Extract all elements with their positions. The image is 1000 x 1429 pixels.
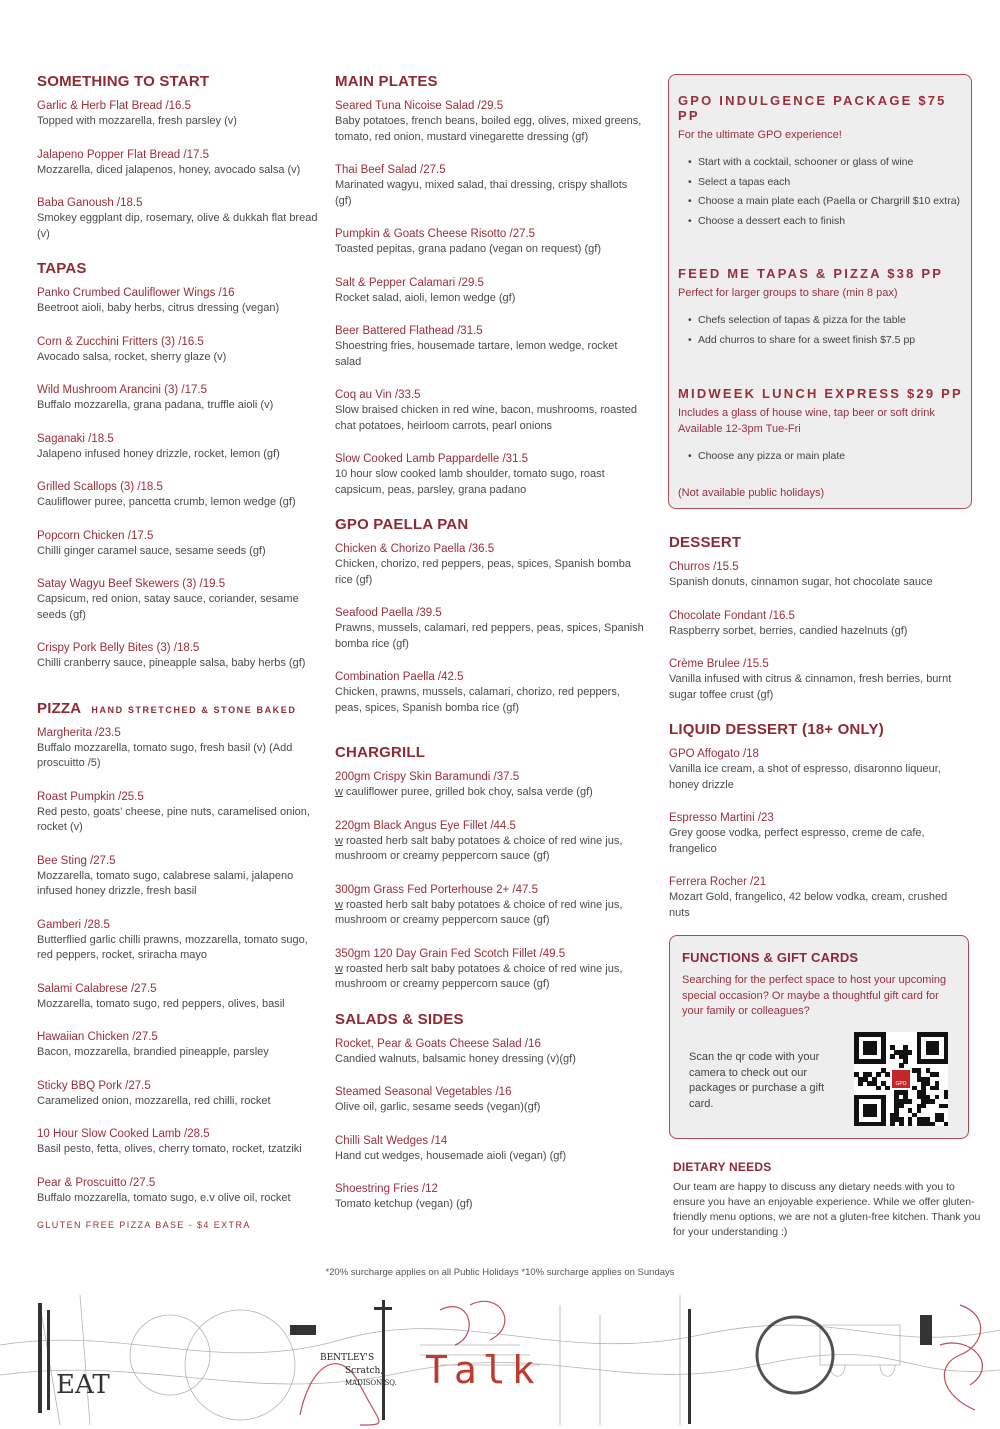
- menu-item-name: Espresso Martini /23: [669, 812, 774, 824]
- package-indulgence: [678, 93, 963, 231]
- package-note: (Not available public holidays): [678, 486, 825, 499]
- packages-box: [668, 74, 972, 509]
- functions-text: Searching for the perfect space to host your upcoming special occasion? Or maybe a thoughtful gift card for your family or colleagues?: [682, 974, 947, 1017]
- menu-item-name: Beer Battered Flathead /31.5: [335, 325, 483, 337]
- menu-item: [669, 811, 969, 857]
- menu-item: [335, 1037, 645, 1068]
- menu-item-description: Avocado salsa, rocket, sherry glaze (v): [37, 350, 227, 363]
- menu-item-description: Candied walnuts, balsamic honey dressing (v)(gf): [335, 1052, 576, 1065]
- menu-item-name: Pumpkin & Goats Cheese Risotto /27.5: [335, 228, 536, 240]
- menu-item-name: Roast Pumpkin /25.5: [37, 790, 144, 803]
- menu-item-name: Bee Sting /27.5: [37, 854, 116, 867]
- menu-item: [669, 609, 969, 640]
- menu-item-description: Bacon, mozzarella, brandied pineapple, parsley: [37, 1046, 269, 1058]
- menu-item: [335, 227, 645, 258]
- right-column: [669, 534, 969, 939]
- menu-item-name: Jalapeno Popper Flat Bread /17.5: [37, 148, 209, 161]
- menu-item-name: Popcorn Chicken /17.5: [37, 529, 154, 542]
- banner-eat-text: EAT: [56, 1370, 110, 1400]
- pizza-title: PIZZA: [37, 699, 82, 717]
- qr-module: [944, 1104, 949, 1109]
- menu-item: [37, 790, 322, 836]
- qr-logo-text: GPO: [895, 1081, 907, 1087]
- menu-item-name: Panko Crumbed Cauliflower Wings /16: [37, 287, 235, 299]
- menu-item-description: Jalapeno infused honey drizzle, rocket, lemon (gf): [37, 447, 280, 460]
- package-bullet: • Choose any pizza or main plate: [678, 447, 963, 467]
- qr-module: [858, 1081, 863, 1086]
- section-title: SALADS & SIDES: [335, 1010, 464, 1028]
- menu-item: [37, 196, 322, 242]
- menu-item-name: 10 Hour Slow Cooked Lamb /28.5: [37, 1128, 210, 1140]
- menu-item: [335, 770, 645, 801]
- section-title: DESSERT: [669, 534, 742, 551]
- menu-item-name: Ferrera Rocher /21: [669, 876, 767, 888]
- qr-module: [876, 1086, 881, 1091]
- menu-item-description: Rocket salad, aioli, lemon wedge (gf): [335, 291, 516, 304]
- section-liquid-dessert: [669, 721, 969, 921]
- section-something-to-start: [37, 73, 322, 242]
- qr-module: [935, 1086, 940, 1091]
- functions-title: FUNCTIONS & GIFT CARDS: [682, 950, 859, 965]
- menu-item: [37, 982, 322, 1013]
- dietary-title: DIETARY NEEDS: [673, 1160, 772, 1174]
- menu-item-name: 300gm Grass Fed Porterhouse 2+ /47.5: [335, 883, 538, 896]
- menu-item-name: Garlic & Herb Flat Bread /16.5: [37, 100, 192, 112]
- menu-item-description: Vanilla ice cream, a shot of espresso, disaronno liqueur, honey drizzle: [669, 763, 941, 791]
- dietary-text: Our team are happy to discuss any dietary needs with you to ensure you have an enjoyable experience. While we offer gluten-friendly menu options, we are not a gluten-free kitchen. Thank you for your understanding :): [673, 1181, 981, 1238]
- menu-item: [335, 1182, 645, 1213]
- menu-item: [335, 542, 645, 588]
- menu-item: [37, 641, 322, 672]
- qr-module: [890, 1054, 895, 1059]
- qr-module: [921, 1104, 926, 1109]
- menu-item-name: Combination Paella /42.5: [335, 671, 464, 683]
- menu-item-name: Slow Cooked Lamb Pappardelle /31.5: [335, 453, 529, 465]
- menu-item: [37, 1127, 322, 1158]
- menu-item: [37, 1176, 322, 1207]
- menu-item-name: Coq au Vin /33.5: [335, 389, 421, 401]
- menu-item: [37, 1079, 322, 1110]
- menu-item: [37, 1030, 322, 1061]
- menu-item: [335, 947, 645, 993]
- menu-item-description: Butterflied garlic chilli prawns, mozzarella, tomato sugo, red peppers, rocket, sriracha mayo: [37, 933, 308, 961]
- menu-item-description: Mozzarella, tomato sugo, red peppers, olives, basil: [37, 997, 285, 1010]
- menu-item-name: Grilled Scallops (3) /18.5: [37, 481, 163, 493]
- menu-item-name: Wild Mushroom Arancini (3) /17.5: [37, 384, 208, 396]
- menu-item-description: Chilli ginger caramel sauce, sesame seeds (gf): [37, 544, 266, 557]
- menu-item-description: Smokey eggplant dip, rosemary, olive & dukkah flat bread (v): [37, 212, 318, 240]
- qr-module: [935, 1050, 940, 1055]
- menu-item-description: 10 hour slow cooked lamb shoulder, tomato sugo, roast capsicum, peas, parsley, grana padano: [335, 468, 605, 496]
- with-abbrev: w: [335, 834, 343, 847]
- menu-item: [335, 276, 645, 307]
- menu-item-description: Mozzarella, diced jalapenos, honey, avocado salsa (v): [37, 163, 301, 176]
- package-bullets: [678, 311, 963, 350]
- menu-item-description: Topped with mozzarella, fresh parsley (v): [37, 115, 237, 127]
- menu-item: [37, 918, 322, 964]
- menu-item-description: Marinated wagyu, mixed salad, thai dressing, crispy shallots (gf): [335, 179, 628, 207]
- section-title: MAIN PLATES: [335, 73, 438, 90]
- menu-item-name: Salt & Pepper Calamari /29.5: [335, 276, 484, 289]
- menu-item-description: Toasted pepitas, grana padano (vegan on request) (gf): [335, 243, 602, 255]
- qr-module: [908, 1122, 913, 1127]
- package-bullet: • Chefs selection of tapas & pizza for the table: [678, 311, 963, 331]
- menu-item-description-text: roasted herb salt baby potatoes & choice of red wine jus, mushroom or creamy peppercorn sauce (gf): [335, 962, 623, 990]
- menu-item-description: Prawns, mussels, calamari, red peppers, peas, spices, Spanish bomba rice (gf): [335, 622, 644, 650]
- section-title: SOMETHING TO START: [37, 73, 210, 90]
- menu-item-name: Gamberi /28.5: [37, 918, 110, 931]
- menu-item-description-text: roasted herb salt baby potatoes & choice of red wine jus, mushroom or creamy peppercorn sauce (gf): [335, 834, 623, 862]
- menu-item: [335, 163, 645, 209]
- qr-module: [944, 1095, 949, 1100]
- qr-module: [903, 1059, 908, 1064]
- menu-item-description: Spanish donuts, cinnamon sugar, hot chocolate sauce: [669, 576, 933, 588]
- package-feed-me: [678, 266, 963, 350]
- qr-module: [908, 1099, 913, 1104]
- banner-sketch: [0, 1285, 1000, 1429]
- banner-stamp-text: Scratch,: [345, 1366, 384, 1376]
- menu-item-name: 220gm Black Angus Eye Fillet /44.5: [335, 819, 516, 832]
- qr-module: [935, 1095, 940, 1100]
- package-bullet: • Start with a cocktail, schooner or glass of wine: [678, 153, 963, 173]
- menu-item-description: [335, 898, 645, 929]
- menu-item: [37, 480, 322, 511]
- menu-item-description: Vanilla infused with citrus & cinnamon, fresh berries, burnt sugar toffee crust (gf): [669, 673, 952, 701]
- qr-module: [917, 1108, 922, 1113]
- qr-module: [935, 1072, 940, 1077]
- qr-module: [890, 1122, 895, 1127]
- qr-module: [899, 1122, 904, 1127]
- menu-item: [335, 1085, 645, 1116]
- section-title: GPO PAELLA PAN: [335, 516, 469, 533]
- menu-item-description: Chicken, chorizo, red peppers, peas, spices, Spanish bomba rice (gf): [335, 558, 631, 586]
- qr-code[interactable]: [854, 1032, 948, 1126]
- section-title: LIQUID DESSERT (18+ ONLY): [669, 721, 884, 738]
- menu-item-description: Red pesto, goats’ cheese, pine nuts, caramelised onion, rocket (v): [37, 805, 310, 833]
- menu-item: [37, 383, 322, 414]
- menu-item-name: Hawaiian Chicken /27.5: [37, 1031, 158, 1043]
- menu-item-description: Olive oil, garlic, sesame seeds (vegan)(gf): [335, 1101, 541, 1113]
- qr-module: [881, 1122, 886, 1127]
- menu-item: [335, 606, 645, 652]
- menu-item-description: Chilli cranberry sauce, pineapple salsa, baby herbs (gf): [37, 657, 306, 669]
- menu-item-name: Steamed Seasonal Vegetables /16: [335, 1086, 512, 1098]
- menu-item: [669, 657, 969, 703]
- menu-item-description: Buffalo mozzarella, grana padana, truffle aioli (v): [37, 399, 274, 411]
- menu-item: [669, 875, 969, 921]
- qr-module: [930, 1099, 935, 1104]
- menu-item-description: Raspberry sorbet, berries, candied hazelnuts (gf): [669, 624, 908, 637]
- banner-stamp-text: MADISON SQ.: [345, 1379, 397, 1387]
- package-subtitle: For the ultimate GPO experience!: [678, 129, 842, 141]
- menu-item-name: GPO Affogato /18: [669, 748, 759, 760]
- menu-item: [37, 335, 322, 366]
- package-subtitle: Perfect for larger groups to share (min 8 pax): [678, 287, 898, 299]
- menu-item: [37, 432, 322, 463]
- menu-item: [37, 529, 322, 560]
- section-tapas: [37, 260, 322, 672]
- menu-item-name: Corn & Zucchini Fritters (3) /16.5: [37, 335, 204, 348]
- menu-item: [37, 148, 322, 179]
- section-dietary: [673, 1160, 983, 1240]
- qr-module: [908, 1050, 913, 1055]
- menu-item: [335, 324, 645, 370]
- menu-item-name: Rocket, Pear & Goats Cheese Salad /16: [335, 1037, 541, 1050]
- menu-item-description: [335, 785, 645, 801]
- menu-item: [335, 883, 645, 929]
- banner-stamp-text: BENTLEY'S: [320, 1353, 375, 1363]
- section-title: [37, 700, 322, 717]
- package-subtitle-line: Available 12-3pm Tue-Fri: [678, 423, 801, 435]
- package-bullets: [678, 153, 963, 231]
- menu-item-description-text: roasted herb salt baby potatoes & choice of red wine jus, mushroom or creamy peppercorn sauce (gf): [335, 898, 623, 926]
- menu-item-description: Mozzarella, tomato sugo, calabrese salami, jalapeno infused honey drizzle, fresh basil: [37, 869, 294, 897]
- menu-item-description: Chicken, prawns, mussels, calamari, chorizo, red peppers, peas, spices, Spanish bomba rice (gf): [335, 686, 620, 714]
- menu-item: [669, 747, 969, 793]
- menu-item: [669, 560, 969, 591]
- with-abbrev: w: [335, 962, 343, 975]
- menu-item: [37, 286, 322, 317]
- middle-column: [335, 73, 645, 1231]
- package-title: FEED ME TAPAS & PIZZA $38 PP: [678, 266, 944, 281]
- menu-item-description: Tomato ketchup (vegan) (gf): [335, 1198, 473, 1210]
- menu-item-name: Baba Ganoush /18.5: [37, 197, 143, 209]
- menu-item-description: [335, 962, 645, 993]
- section-pizza: [37, 700, 322, 1231]
- gluten-free-note: GLUTEN FREE PIZZA BASE - $4 EXTRA: [37, 1220, 251, 1230]
- banner-talk-text: Talk: [425, 1348, 541, 1392]
- section-title: TAPAS: [37, 260, 87, 277]
- menu-item: [335, 388, 645, 434]
- menu-item-name: Seared Tuna Nicoise Salad /29.5: [335, 100, 504, 112]
- menu-item-description-text: cauliflower puree, grilled bok choy, salsa verde (gf): [342, 786, 593, 798]
- package-subtitle: [678, 405, 963, 437]
- menu-item-name: Chocolate Fondant /16.5: [669, 609, 795, 622]
- qr-module: [944, 1122, 949, 1127]
- section-salads-sides: [335, 1011, 645, 1213]
- menu-item-description: Basil pesto, fetta, olives, cherry tomato, rocket, tzatziki: [37, 1143, 302, 1155]
- qr-module: [872, 1050, 877, 1055]
- package-title: MIDWEEK LUNCH EXPRESS $29 PP: [678, 386, 963, 401]
- menu-item-description: Capsicum, red onion, satay sauce, coriander, sesame seeds (gf): [37, 593, 299, 621]
- menu-item-description: Buffalo mozzarella, tomato sugo, fresh basil (v) (Add proscuitto /5): [37, 741, 293, 769]
- qr-module: [881, 1059, 886, 1064]
- section-title: CHARGRILL: [335, 744, 426, 761]
- package-midweek: [678, 386, 963, 501]
- package-bullet: • Choose a main plate each (Paella or Chargrill $10 extra): [678, 192, 963, 212]
- menu-item-description: Caramelized onion, mozzarella, red chilli, rocket: [37, 1094, 271, 1107]
- menu-item-name: Margherita /23.5: [37, 726, 121, 739]
- menu-item-name: 200gm Crispy Skin Baramundi /37.5: [335, 771, 520, 783]
- menu-item: [37, 726, 322, 772]
- qr-module: [930, 1122, 935, 1127]
- menu-item-name: Chilli Salt Wedges /14: [335, 1134, 448, 1147]
- menu-item-description: Baby potatoes, french beans, boiled egg, olives, mixed greens, tomato, red onion, mustard vinegarette dressing (gf): [335, 115, 642, 143]
- menu-item-name: Churros /15.5: [669, 561, 739, 573]
- package-bullet: • Choose a dessert each to finish: [678, 212, 963, 232]
- qr-module: [899, 1104, 904, 1109]
- menu-item-name: Seafood Paella /39.5: [335, 607, 442, 619]
- menu-item-name: Crème Brulee /15.5: [669, 658, 769, 670]
- package-bullet: • Add churros to share for a sweet finish $7.5 pp: [678, 331, 963, 351]
- pizza-subtitle: HAND STRETCHED & STONE BAKED: [91, 704, 297, 715]
- qr-caption: Scan the qr code with your camera to check out our packages or purchase a gift card.: [689, 1051, 825, 1110]
- menu-item-name: Sticky BBQ Pork /27.5: [37, 1079, 151, 1092]
- package-bullet: • Select a tapas each: [678, 173, 963, 193]
- section-dessert: [669, 534, 969, 703]
- menu-item: [335, 452, 645, 498]
- menu-item: [37, 577, 322, 623]
- menu-item-name: Thai Beef Salad /27.5: [335, 164, 446, 176]
- menu-item: [335, 819, 645, 865]
- package-bullets: [678, 447, 963, 467]
- menu-item-name: Salami Calabrese /27.5: [37, 982, 157, 995]
- menu-item-description: Beetroot aioli, baby herbs, citrus dressing (vegan): [37, 302, 280, 314]
- qr-logo: [890, 1068, 912, 1090]
- package-title: GPO INDULGENCE PACKAGE $75 PP: [678, 93, 947, 123]
- menu-item-description: Cauliflower puree, pancetta crumb, lemon wedge (gf): [37, 496, 296, 508]
- menu-item-name: 350gm 120 Day Grain Fed Scotch Fillet /49.5: [335, 947, 566, 960]
- menu-item-name: Satay Wagyu Beef Skewers (3) /19.5: [37, 578, 226, 590]
- menu-item-name: Saganaki /18.5: [37, 432, 114, 445]
- menu-item: [37, 854, 322, 900]
- menu-item: [335, 99, 645, 145]
- menu-item-description: Hand cut wedges, housemade aioli (vegan) (gf): [335, 1149, 567, 1162]
- menu-item-name: Pear & Proscuitto /27.5: [37, 1176, 156, 1189]
- qr-module: [876, 1072, 881, 1077]
- qr-module: [944, 1059, 949, 1064]
- with-abbrev: w: [335, 898, 343, 911]
- menu-item-description: Mozart Gold, frangelico, 42 below vodka, cream, crushed nuts: [669, 891, 948, 919]
- menu-item-description: [335, 834, 645, 865]
- functions-box: [669, 935, 969, 1139]
- menu-item-name: Chicken & Chorizo Paella /36.5: [335, 543, 495, 555]
- menu-item: [335, 1134, 645, 1165]
- menu-item: [335, 670, 645, 716]
- section-paella: [335, 516, 645, 716]
- left-column: [37, 73, 322, 1230]
- menu-item: [37, 99, 322, 130]
- section-chargrill: [335, 744, 645, 993]
- qr-module: [872, 1113, 877, 1118]
- menu-item-description: Shoestring fries, housemade tartare, lemon wedge, rocket salad: [335, 340, 618, 368]
- decorative-banner: [0, 1285, 1000, 1429]
- menu-item-description: Grey goose vodka, perfect espresso, creme de cafe, frangelico: [669, 827, 925, 855]
- with-abbrev: w: [335, 786, 343, 798]
- surcharge-footnote: *20% surcharge applies on all Public Holidays *10% surcharge applies on Sundays: [325, 1267, 675, 1278]
- menu-item-name: Crispy Pork Belly Bites (3) /18.5: [37, 642, 200, 654]
- menu-item-name: Shoestring Fries /12: [335, 1183, 438, 1195]
- section-main-plates: [335, 73, 645, 498]
- menu-item-description: Buffalo mozzarella, tomato sugo, e.v olive oil, rocket: [37, 1191, 291, 1204]
- menu-item-description: Slow braised chicken in red wine, bacon, mushrooms, roasted chat potatoes, heirloom carrots, pearl onions: [335, 404, 638, 432]
- package-subtitle-line: Includes a glass of house wine, tap beer or soft drink: [678, 407, 935, 419]
